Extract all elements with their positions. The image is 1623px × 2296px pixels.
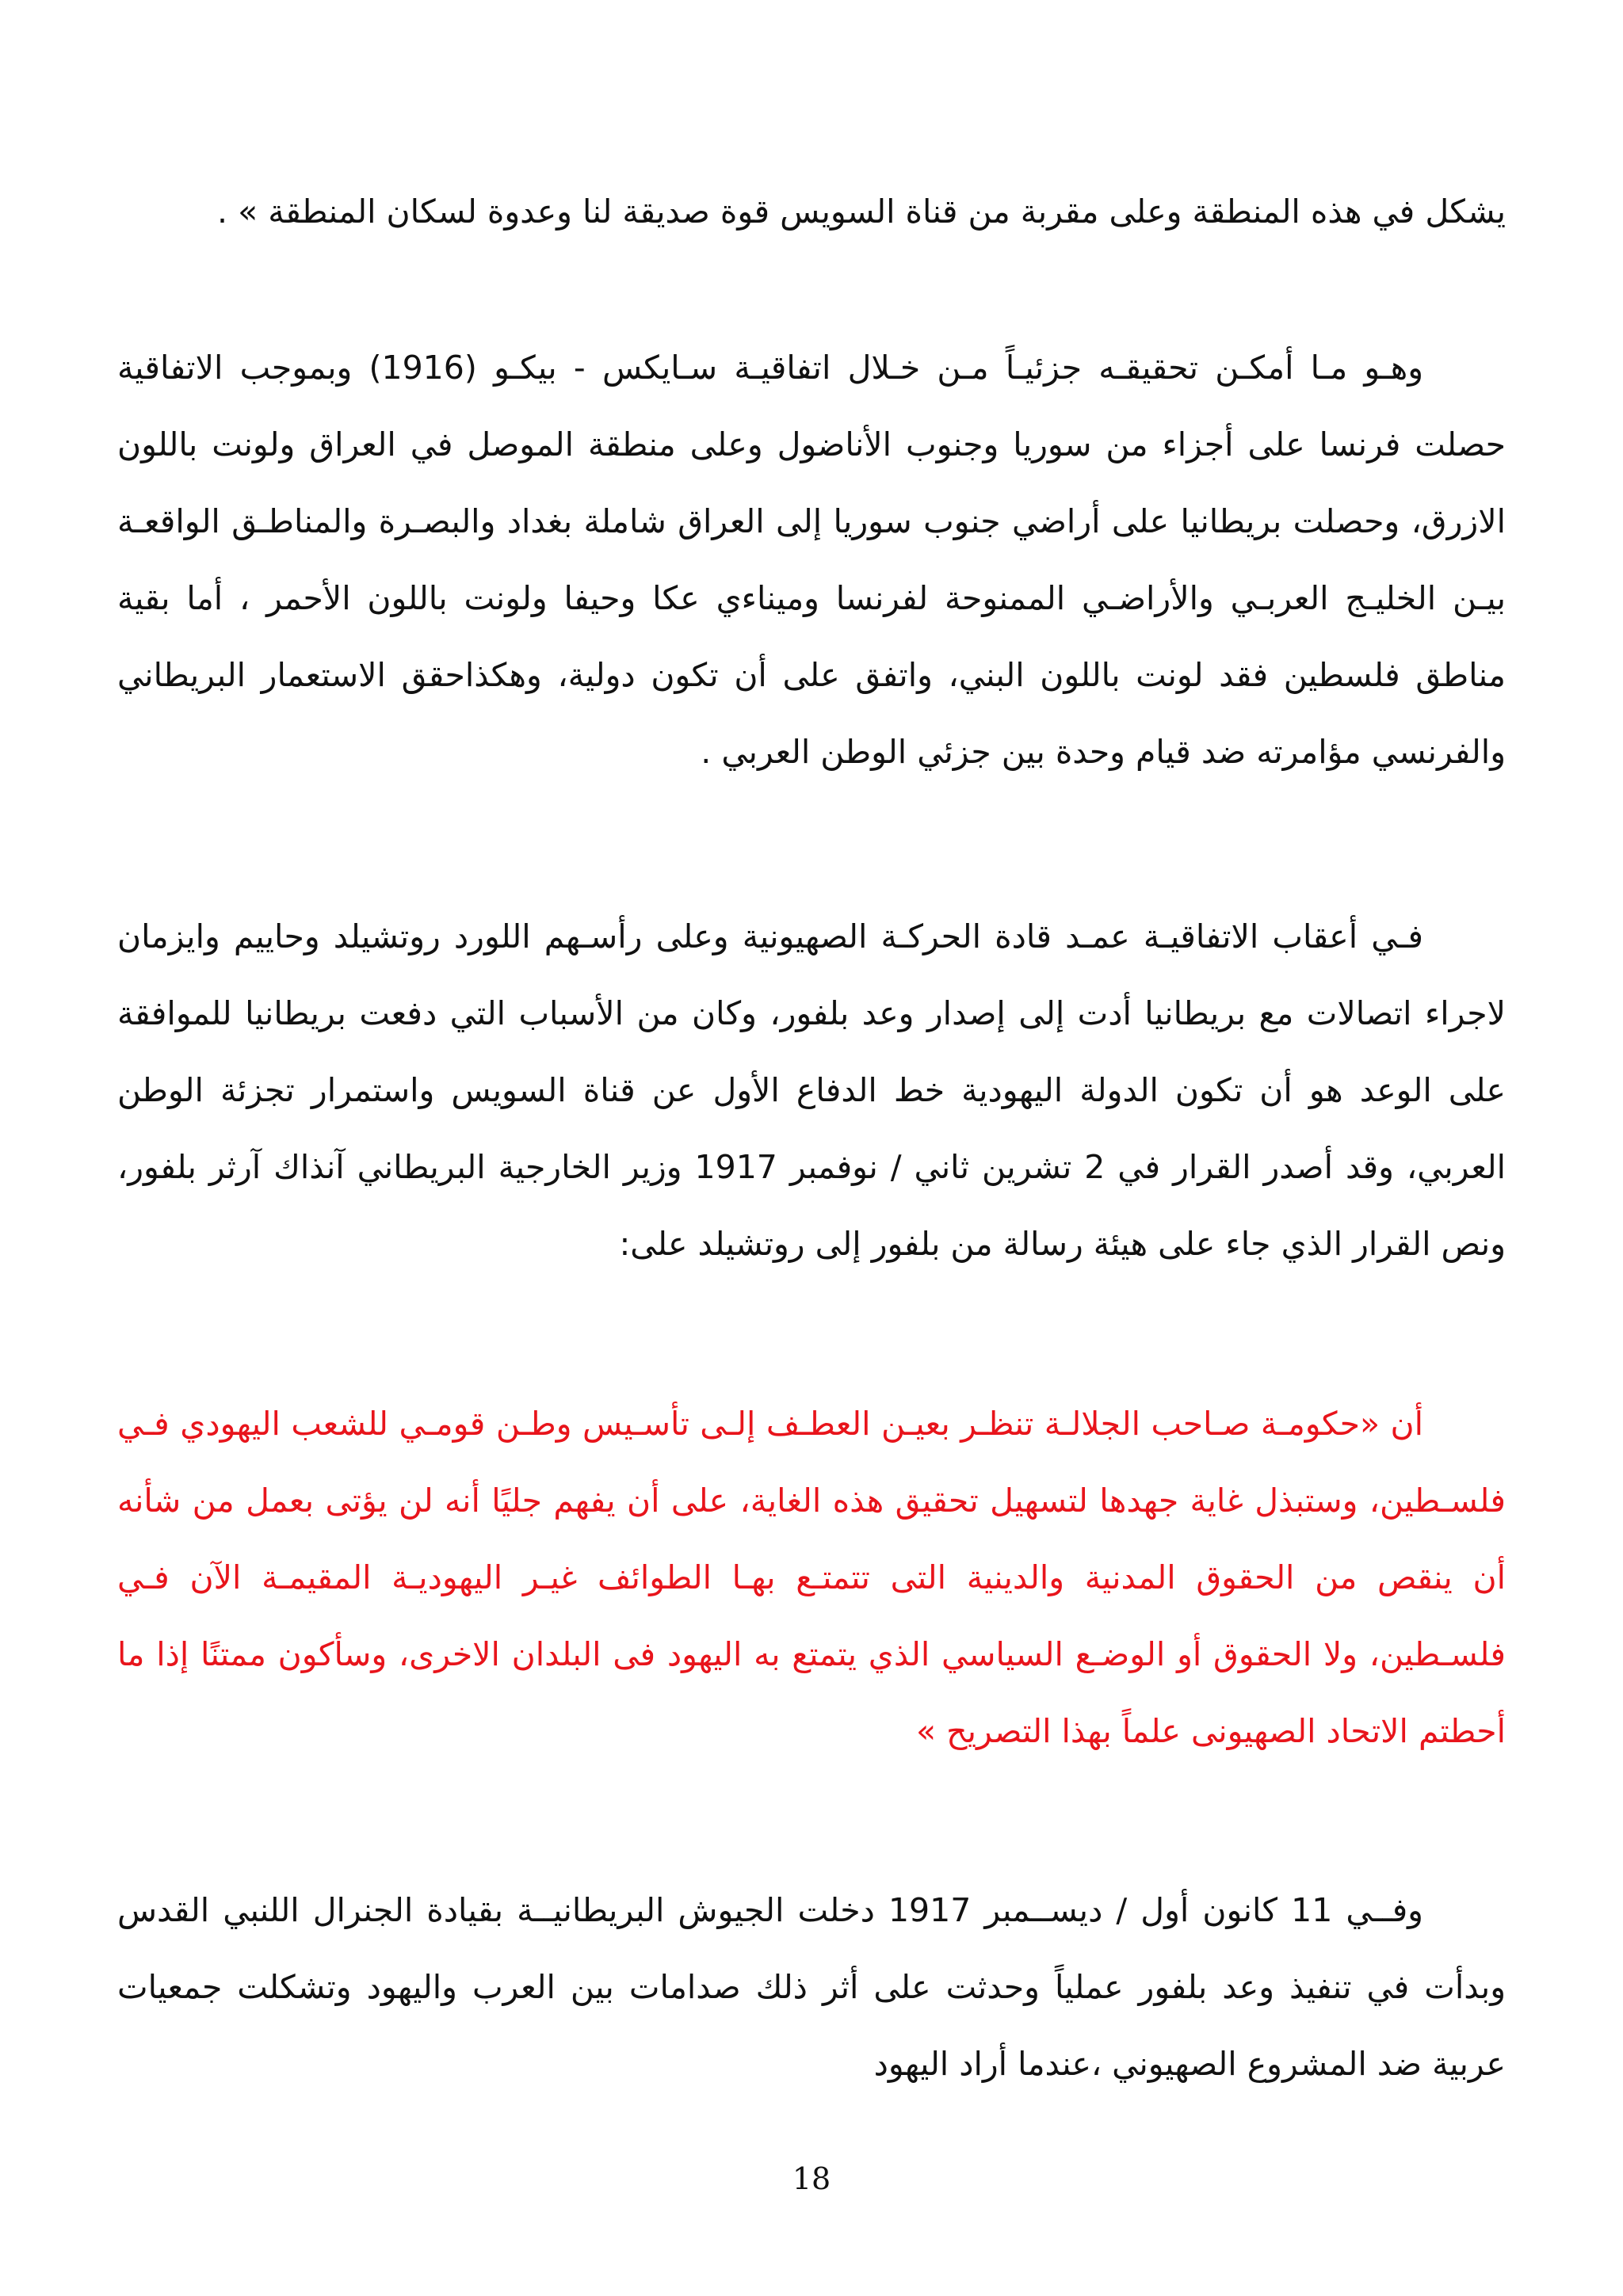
paragraph-balfour-background [117,898,1506,1283]
quote-text: أن «حكومـة صـاحب الجلالـة تنظـر بعيـن العطـف إلـى تأسـيس وطـن قومـي للشعب اليهودي فـي فلسـطين، وستبذل غاية جهدها لتسهيل تحقيق هذه الغاية، على أن يفهم جليًا أنه لن يؤتى بعمل من شأنه أن ينقص من الحقوق المدنية والدينية التى تتمتـع بهـا الطوائف غيـر اليهوديـة المقيمـة الآن فـي فلسـطين، ولا الحقوق أو الوضـع السياسي الذي يتمتع به اليهود فى البلدان الاخرى، وسأكون ممتنًا إذا ما أحطتم الاتحاد الصهيونى علماً بهذا التصريح » [117,1405,1506,1750]
paragraph-text: يشكل في هذه المنطقة وعلى مقربة من قناة السويس قوة صديقة لنا وعدوة لسكان المنطقة » . [217,193,1506,231]
paragraph-text: وفــي 11 كانون أول / ديســمبر 1917 دخلت الجيوش البريطانيــة بقيادة الجنرال اللنبي القدس وبدأت في تنفيذ وعد بلفور عملياً وحدثت على أثر ذلك صدامات بين العرب واليهود وتشكلت جمعيات عربية ضد المشروع الصهيوني ،عندما أراد اليهود [117,1891,1506,2083]
paragraph-text: فـي أعقاب الاتفاقيـة عمـد قادة الحركـة الصهيونية وعلى رأسـهم اللورد روتشيلد وحاييم وايزمان لاجراء اتصالات مع بريطانيا أدت إلى إصدار وعد بلفور، وكان من الأسباب التي دفعت بريطانيا للموافقة على الوعد هو أن تكون الدولة اليهودية خط الدفاع الأول عن قناة السويس واستمرار تجزئة الوطن العربي، وقد أصدر القرار في 2 تشرين ثاني / نوفمبر 1917 وزير الخارجية البريطاني آنذاك آرثر بلفور، ونص القرار الذي جاء على هيئة رسالة من بلفور إلى روتشيلد على: [117,917,1506,1263]
paragraph-british-entry [117,1872,1506,2103]
paragraph-balfour-quote [117,1386,1506,1770]
paragraph-continuation [117,174,1506,250]
paragraph-text: وهـو مـا أمكـن تحقيقـه جزئيـاً مـن خـلال اتفاقيـة سـايكس - بيكـو (1916) وبموجب الاتفاقية حصلت فرنسا على أجزاء من سوريا وجنوب الأناضول وعلى منطقة الموصل في العراق ولونت باللون الازرق، وحصلت بريطانيا على أراضي جنوب سوريا إلى العراق شاملة بغداد والبصـرة والمناطـق الواقعـة بيـن الخليـج العربـي والأراضـي الممنوحة لفرنسا وميناءي عكا وحيفا ولونت باللون الأحمر ، أما بقية مناطق فلسطين فقد لونت باللون البني، واتفق على أن تكون دولية، وهكذاحقق الاستعمار البريطاني والفرنسي مؤامرته ضد قيام وحدة بين جزئي الوطن العربي . [117,349,1506,771]
paragraph-sykes-picot [117,330,1506,791]
page-number: 18 [792,2161,831,2196]
